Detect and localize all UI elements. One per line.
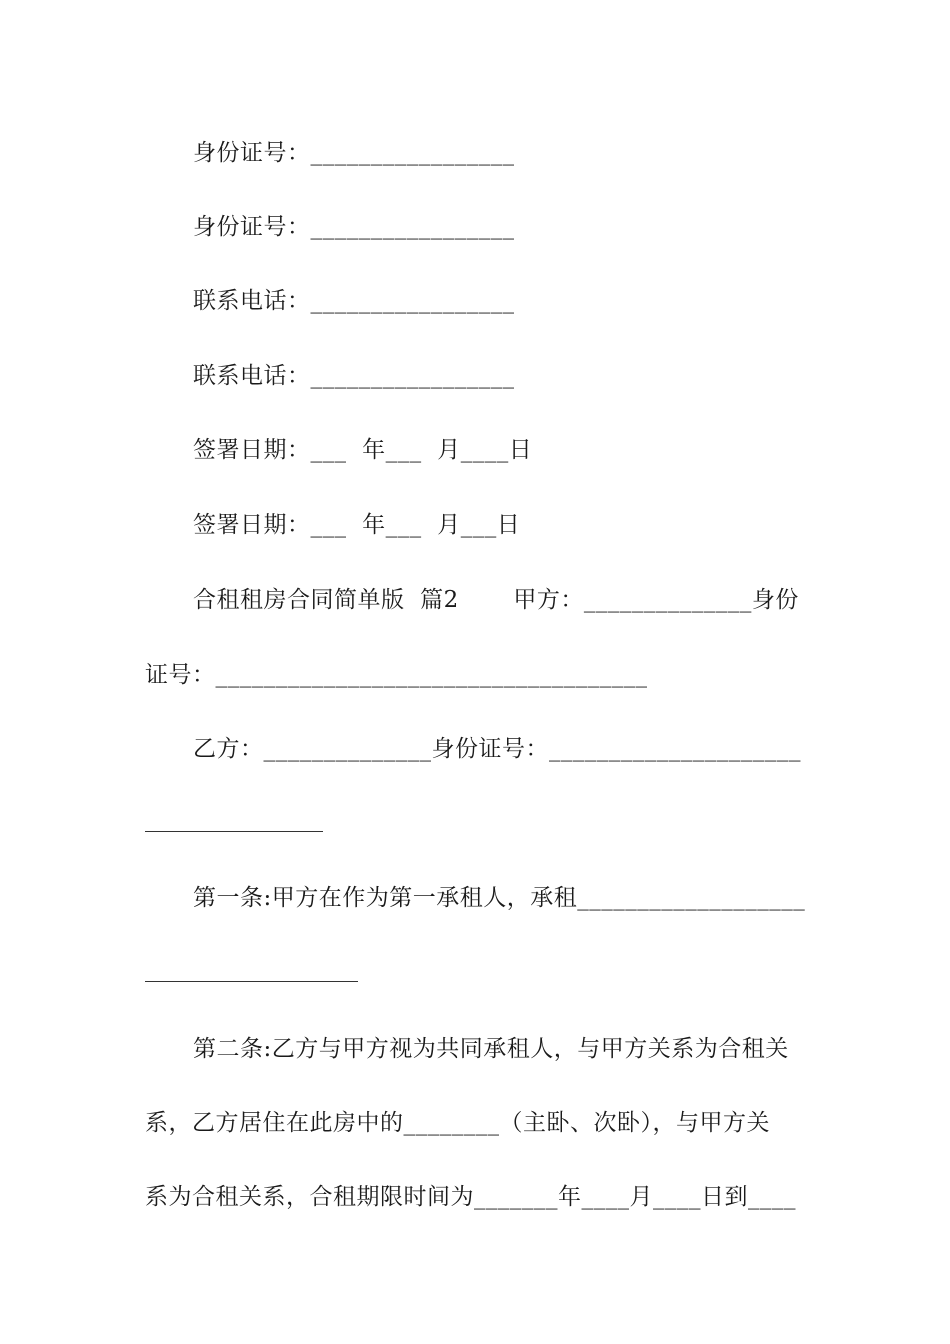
article-2-line-1: 第二条:乙方与甲方视为共同承租人，与甲方关系为合租关 bbox=[193, 1036, 789, 1062]
article-1-line: 第一条:甲方在作为第一承租人，承租___________________ bbox=[193, 885, 806, 911]
id-number-line-1: 身份证号：_________________ bbox=[193, 140, 515, 166]
blank-rule-1 bbox=[145, 831, 323, 832]
sign-date-line-1: 签署日期：___ 年___ 月____日 bbox=[193, 437, 533, 463]
article-2-line-2: 系，乙方居住在此房中的________（主卧、次卧），与甲方关 bbox=[145, 1110, 770, 1136]
section-heading-party-a: 合租租房合同简单版 篇2 甲方：______________身份 bbox=[193, 587, 799, 613]
phone-line-2: 联系电话：_________________ bbox=[193, 363, 515, 389]
id-number-line-2: 身份证号：_________________ bbox=[193, 214, 515, 240]
sign-date-line-2: 签署日期：___ 年___ 月___日 bbox=[193, 512, 521, 538]
phone-line-1: 联系电话：_________________ bbox=[193, 288, 515, 314]
blank-rule-2 bbox=[145, 981, 358, 982]
party-b-line: 乙方：______________身份证号：_____________________ bbox=[193, 736, 801, 762]
article-2-line-3: 系为合租关系，合租期限时间为_______年____月____日到____ bbox=[145, 1184, 796, 1210]
party-a-id-line: 证号：____________________________________ bbox=[145, 662, 648, 688]
